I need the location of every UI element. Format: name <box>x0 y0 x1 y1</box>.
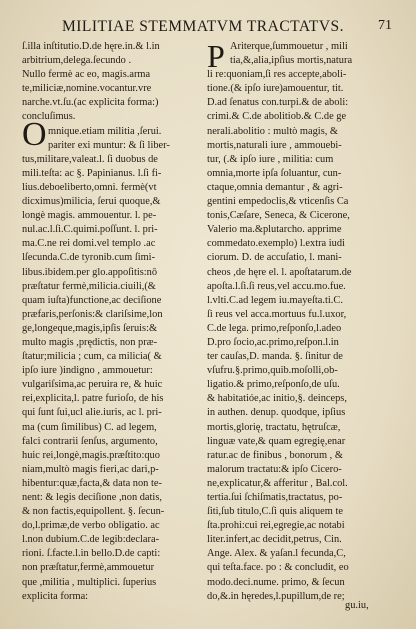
text-line: ſtatur;milicia ; cum, ca milicia( & <box>22 351 162 363</box>
text-line: apoſta.l.ſi.ſi reus,vel accu.mo.fue. <box>207 280 346 292</box>
text-line: præſtatur fermè,milicia.ciuili,(& <box>22 280 156 292</box>
text-line: Valerio ma.&plutarcho. apprime <box>207 224 342 236</box>
text-line: vulgariſsima,ac peruira re, & huic <box>22 379 163 391</box>
text-line: que ,militia , multiplici. ſuperius <box>22 576 157 588</box>
text-line: narche.vt.ſu.(ac explicita forma:) <box>22 97 159 109</box>
text-line: explicita forma: <box>22 590 89 602</box>
text-line: commedato.exemplo) l.extra iudi <box>207 238 345 250</box>
running-header: MILITIAE STEMMATVM TRACTATVS. <box>61 18 345 35</box>
text-line: multo magis ,prędictis, non præ- <box>22 336 158 348</box>
text-line: mnique.etiam militia ,ſerui. <box>48 125 162 137</box>
text-line: & habitatióe,ac initio,§. deinceps, <box>207 393 347 405</box>
text-line: falci contrarii ſenſus, argumento, <box>22 435 158 447</box>
text-line: tertia.ſui ſchiſmatis,tractatus, po- <box>207 492 343 503</box>
left-text-column <box>22 40 198 604</box>
text-line: ctaque,omnia demantur , & agri- <box>207 181 343 193</box>
text-line: modo.deci.nume. primo, & ſecun <box>207 576 345 588</box>
text-line: ſta.prohi:cui rei,egregie,ac notabi <box>207 520 345 532</box>
text-line: mili.teſta: ac §. Papinianus. l.ſi fi- <box>22 167 162 179</box>
text-line: D.pro ſocio,ac.primo,reſpon.l.in <box>207 336 339 348</box>
text-line: l.vlti.C.ad legem iu.mayeſta.ti.C. <box>207 294 343 306</box>
text-line: li re:quoniam,ſi res accepte,aboli- <box>207 69 347 81</box>
text-line: præfaris,perſonis:& clariſsime,lon <box>22 308 163 320</box>
text-line: tia,&,alia,ipſius mortis,natura <box>230 55 353 67</box>
text-line: nul.ac.l.ſi.C.quimi.poſſunt. l. pri- <box>22 224 158 236</box>
text-line: Ariterque,ſummouetur , mili <box>230 41 348 52</box>
text-line: libus.ibidem.per glo.appoſitis:nō <box>22 266 158 278</box>
text-line: arbitrium,delega.ſecundo . <box>22 55 132 67</box>
text-line: in authen. denup. quodque, ipſius <box>207 407 346 419</box>
text-line: ſ.illa inſtitutio.D.de hęre.in.& l.in <box>22 41 160 52</box>
text-line: tur, (.& ipſo iure , militia: cum <box>207 153 334 165</box>
text-line: ter cauſas,D. manda. §. ſinitur de <box>207 351 343 363</box>
text-line: lius.deboeliberto,omni. fermè(vt <box>22 181 157 193</box>
text-line: ne,explicatur,& afferitur , Bal.col. <box>207 477 348 489</box>
text-line: mortis,naturali iure , ammouebi- <box>207 139 342 151</box>
text-line: rei,explicita,l. patre furioſo, de his <box>22 393 164 405</box>
text-line: ma.C.ne rei domi.vel templo .ac <box>22 238 156 250</box>
text-line: ligatio.& primo,reſponſo,de uſu. <box>207 379 340 391</box>
text-line: do,&.in hęredes,l.pupillum,de re; <box>207 590 345 602</box>
catchword: gu.iu, <box>345 600 369 611</box>
text-line: concluſimus. <box>22 111 76 123</box>
text-line: crimi.& C.de abolitiob.& C.de ge <box>207 111 347 123</box>
text-line: lſecunda.C.de tyronib.cum ſimi- <box>22 252 156 264</box>
text-line: ratur.ac de finibus , bonorum , & <box>207 449 343 461</box>
text-line: huic rei,longè,magis.præſtito:quo <box>22 449 160 461</box>
text-line: do,l.primæ,de verbo obligatio. ac <box>22 520 160 532</box>
text-line: ma (cum ſimilibus) C. ad legem, <box>22 421 157 433</box>
text-line: cheos ,de hęre el. l. apoſtatarum.de <box>207 266 352 278</box>
text-line: nent: & legis deciſione ,non datis, <box>22 492 162 503</box>
text-line: ſiti,ſub titulo,C.ſi quis aliquem te <box>207 506 343 518</box>
text-line: Nullo fermè ac eo, magis.arma <box>22 69 151 81</box>
text-line: non præſtatur,fermè,ammouetur <box>22 562 155 574</box>
text-line: ipſo iure )indigno , ammouetur: <box>22 365 153 377</box>
text-line: tus,militare,valeat.l. ſi duobus de <box>22 153 158 165</box>
text-line: niam,multò magis fieri,ac dari,p- <box>22 463 159 475</box>
text-line: D.ad ſenatus con.turpi.& de aboli: <box>207 97 349 109</box>
text-line: & non factis,equipollent. §. ſecun- <box>22 506 165 518</box>
text-line: longè magis. ammouentur. l. pe- <box>22 210 157 222</box>
text-line: ciorum. D. de accuſatio, l. mani- <box>207 252 342 264</box>
text-line: C.de lega. primo,reſponſo,l.adeo <box>207 322 342 334</box>
text-line: gentini empedoclis,& vticenſis Ca <box>207 196 349 208</box>
text-line: ſi reus vel acca.mortuus fu.l.uxor, <box>207 308 347 320</box>
text-line: omnia,morte ipſa ſoluantur, cun- <box>207 167 342 179</box>
text-line: quam iuſta)functione,ac deciſione <box>22 294 162 306</box>
text-line: ge,longeque,magis,ipſis ſeruis:& <box>22 322 158 334</box>
text-line: liter.infert,ac decidit,petrus, Cin. <box>207 534 342 546</box>
text-line: dicximus)milicia, ſerui quoque,& <box>22 196 161 208</box>
drop-cap-left: O <box>22 116 47 153</box>
text-line: pariter exi muntur: & ſi liber- <box>48 139 170 151</box>
text-line: qui teſta.face. po : & concludit, eo <box>207 562 349 574</box>
text-line: malorum tractatu:& ipſo Cicero- <box>207 463 342 475</box>
right-text-column <box>207 40 393 604</box>
text-line: hibentur:quæ,facta,& data non te- <box>22 477 162 489</box>
drop-cap-right: P <box>207 38 225 74</box>
text-line: qui ſunt ſui,ucl alie.iuris, ac l. pri- <box>22 407 162 419</box>
page-number: 71 <box>378 18 392 33</box>
text-line: l.non dubium.C.de legib:declara- <box>22 534 160 546</box>
text-line: linguæ vate,& quam egregię,enar <box>207 435 346 447</box>
text-line: tonis,Cæſare, Seneca, & Cicerone, <box>207 210 350 222</box>
text-line: nerali.abolitio : multò magis, & <box>207 125 339 137</box>
text-line: Ange. Alex. & yaſan.l fecunda,C, <box>207 548 346 560</box>
text-line: rioni. ſ.facte.l.in bello.D.de capti: <box>22 548 161 560</box>
text-line: te,miliciæ,nomine.vocantur.vre <box>22 83 152 95</box>
text-line: vſufru.§.primo,quib.moſolli,ob- <box>207 365 338 377</box>
text-line: tione.(& ipſo iure)amouentur, tit. <box>207 83 344 95</box>
text-line: mortis,glorię, tractatu, hętruſcæ, <box>207 421 341 433</box>
